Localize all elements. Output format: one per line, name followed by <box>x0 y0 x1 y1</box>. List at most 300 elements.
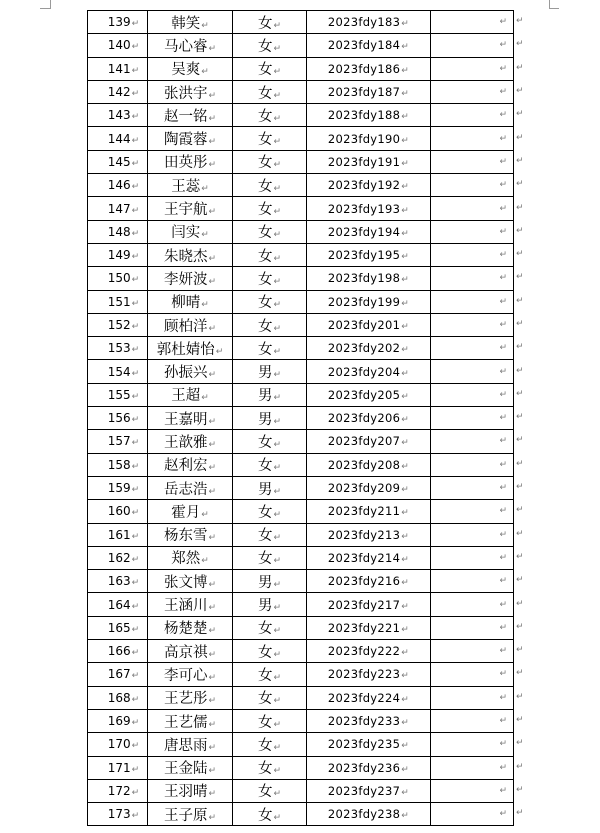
name-text: 杨楚楚 <box>163 621 208 638</box>
id-cell[interactable] <box>307 616 431 639</box>
empty-cell[interactable] <box>431 150 514 173</box>
cell-end-mark: ↵ <box>499 785 507 796</box>
gender-text: 男 <box>257 481 273 498</box>
cell-end-mark: ↵ <box>401 42 410 53</box>
gender-cell[interactable] <box>233 779 307 802</box>
row-number-cell[interactable] <box>88 243 148 266</box>
row-number-text: 149 <box>107 248 131 263</box>
empty-cell[interactable] <box>431 709 514 732</box>
student-table-body <box>88 11 514 826</box>
cell-end-mark: ↵ <box>208 603 217 614</box>
id-cell[interactable] <box>307 523 431 546</box>
empty-cell[interactable] <box>431 57 514 80</box>
name-cell[interactable] <box>148 430 233 453</box>
empty-cell[interactable] <box>431 174 514 197</box>
name-cell[interactable] <box>148 243 233 266</box>
row-number-cell[interactable] <box>88 430 148 453</box>
cell-end-mark: ↵ <box>131 112 140 123</box>
gender-cell[interactable] <box>233 360 307 383</box>
row-number-text: 163 <box>107 574 131 589</box>
cell-end-mark: ↵ <box>215 346 224 357</box>
name-cell[interactable] <box>148 104 233 127</box>
id-cell[interactable] <box>307 803 431 826</box>
id-cell[interactable] <box>307 686 431 709</box>
id-cell[interactable] <box>307 267 431 290</box>
id-cell[interactable] <box>307 243 431 266</box>
row-end-mark: ↵ <box>516 132 524 143</box>
cell-end-mark: ↵ <box>208 439 217 450</box>
empty-cell[interactable] <box>431 313 514 336</box>
cell-end-mark: ↵ <box>201 230 209 241</box>
gender-cell[interactable] <box>233 220 307 243</box>
table-row <box>88 383 514 406</box>
row-end-mark: ↵ <box>516 16 524 27</box>
empty-cell[interactable] <box>431 640 514 663</box>
name-cell[interactable] <box>148 640 233 663</box>
row-number-text: 161 <box>107 527 131 542</box>
cell-end-mark: ↵ <box>208 672 217 683</box>
id-text: 2023fdy237 <box>327 783 401 798</box>
id-cell[interactable] <box>307 104 431 127</box>
cell-end-mark: ↵ <box>131 322 140 332</box>
gender-cell[interactable] <box>233 267 307 290</box>
gender-cell[interactable] <box>233 476 307 499</box>
gender-cell[interactable] <box>233 523 307 546</box>
gender-cell[interactable] <box>233 686 307 709</box>
cell-end-mark: ↵ <box>401 578 410 589</box>
gender-cell[interactable] <box>233 104 307 127</box>
gender-text: 女 <box>257 155 273 172</box>
cell-end-mark: ↵ <box>273 509 282 520</box>
cell-end-mark: ↵ <box>273 649 282 660</box>
row-end-mark: ↵ <box>516 86 524 97</box>
gender-text: 女 <box>257 85 273 102</box>
id-cell[interactable] <box>307 220 431 243</box>
row-number-cell[interactable] <box>88 197 148 220</box>
name-cell[interactable] <box>148 220 233 243</box>
cell-end-mark: ↵ <box>131 298 140 309</box>
gender-text: 男 <box>257 598 273 615</box>
name-cell[interactable] <box>148 11 233 34</box>
gender-cell[interactable] <box>233 290 307 313</box>
row-number-cell[interactable] <box>88 290 148 313</box>
row-number-cell[interactable] <box>88 127 148 150</box>
name-cell[interactable] <box>148 267 233 290</box>
cell-end-mark: ↵ <box>273 672 282 683</box>
cell-end-mark: ↵ <box>273 137 282 148</box>
id-cell[interactable] <box>307 11 431 34</box>
name-cell[interactable] <box>148 337 233 360</box>
name-cell[interactable] <box>148 127 233 150</box>
id-cell[interactable] <box>307 663 431 686</box>
cell-end-mark: ↵ <box>499 669 507 680</box>
empty-cell[interactable] <box>431 453 514 476</box>
row-number-text: 165 <box>107 620 131 635</box>
empty-cell[interactable] <box>431 290 514 313</box>
gender-cell[interactable] <box>233 34 307 57</box>
table-row <box>88 593 514 616</box>
id-cell[interactable] <box>307 476 431 499</box>
row-end-mark: ↵ <box>516 62 524 73</box>
cell-end-mark: ↵ <box>401 112 410 123</box>
table-row <box>88 34 514 57</box>
row-number-cell[interactable] <box>88 383 148 406</box>
row-number-cell[interactable] <box>88 803 148 826</box>
name-cell[interactable] <box>148 779 233 802</box>
gender-text: 女 <box>257 784 273 801</box>
row-number-cell[interactable] <box>88 546 148 569</box>
cell-end-mark: ↵ <box>208 766 217 777</box>
cell-end-mark: ↵ <box>401 554 410 565</box>
id-cell[interactable] <box>307 383 431 406</box>
cell-end-mark: ↵ <box>499 646 507 657</box>
row-number-text: 143 <box>107 108 131 123</box>
gender-cell[interactable] <box>233 640 307 663</box>
name-cell[interactable] <box>148 383 233 406</box>
cell-end-mark: ↵ <box>499 366 507 377</box>
empty-cell[interactable] <box>431 476 514 499</box>
row-number-cell[interactable] <box>88 453 148 476</box>
name-cell[interactable] <box>148 80 233 103</box>
cell-end-mark: ↵ <box>273 230 282 241</box>
name-cell[interactable] <box>148 686 233 709</box>
empty-cell[interactable] <box>431 34 514 57</box>
empty-cell[interactable] <box>431 243 514 266</box>
table-row <box>88 150 514 173</box>
id-cell[interactable] <box>307 453 431 476</box>
name-text: 吴爽 <box>171 62 201 79</box>
cell-end-mark: ↵ <box>131 485 140 496</box>
name-text: 郭杜婧怡 <box>156 341 215 358</box>
id-cell[interactable] <box>307 500 431 523</box>
row-number-cell[interactable] <box>88 80 148 103</box>
row-end-mark: ↵ <box>516 295 524 306</box>
id-cell[interactable] <box>307 197 431 220</box>
name-cell[interactable] <box>148 523 233 546</box>
table-row <box>88 337 514 360</box>
gender-text: 女 <box>257 807 273 824</box>
empty-cell[interactable] <box>431 360 514 383</box>
empty-cell[interactable] <box>431 220 514 243</box>
row-number-text: 156 <box>107 411 131 426</box>
id-text: 2023fdy208 <box>327 457 401 472</box>
empty-cell[interactable] <box>431 733 514 756</box>
cell-end-mark: ↵ <box>273 253 282 264</box>
empty-cell[interactable] <box>431 383 514 406</box>
id-cell[interactable] <box>307 360 431 383</box>
table-row <box>88 803 514 826</box>
table-row <box>88 476 514 499</box>
empty-cell[interactable] <box>431 337 514 360</box>
gender-cell[interactable] <box>233 663 307 686</box>
cell-end-mark: ↵ <box>499 17 507 28</box>
name-cell[interactable] <box>148 756 233 779</box>
row-end-mark: ↵ <box>516 202 524 213</box>
cell-end-mark: ↵ <box>131 135 140 146</box>
empty-cell[interactable] <box>431 570 514 593</box>
id-text: 2023fdy199 <box>327 294 401 309</box>
cell-end-mark: ↵ <box>131 345 140 356</box>
gender-text: 女 <box>257 178 273 195</box>
row-number-text: 166 <box>107 644 131 659</box>
name-cell[interactable] <box>148 570 233 593</box>
id-cell[interactable] <box>307 150 431 173</box>
id-text: 2023fdy184 <box>327 38 401 53</box>
id-cell[interactable] <box>307 127 431 150</box>
row-number-text: 145 <box>107 154 131 169</box>
row-number-text: 158 <box>107 457 131 472</box>
row-number-cell[interactable] <box>88 570 148 593</box>
id-cell[interactable] <box>307 593 431 616</box>
student-table <box>87 10 514 826</box>
id-cell[interactable] <box>307 733 431 756</box>
gender-cell[interactable] <box>233 57 307 80</box>
table-row <box>88 360 514 383</box>
id-cell[interactable] <box>307 407 431 430</box>
name-cell[interactable] <box>148 290 233 313</box>
gender-cell[interactable] <box>233 313 307 336</box>
row-number-cell[interactable] <box>88 593 148 616</box>
gender-cell[interactable] <box>233 733 307 756</box>
row-number-text: 169 <box>107 714 131 729</box>
empty-cell[interactable] <box>431 756 514 779</box>
row-number-cell[interactable] <box>88 34 148 57</box>
name-cell[interactable] <box>148 360 233 383</box>
name-cell[interactable] <box>148 57 233 80</box>
gender-text: 女 <box>257 248 273 265</box>
gender-text: 男 <box>257 411 273 428</box>
gender-cell[interactable] <box>233 407 307 430</box>
empty-cell[interactable] <box>431 616 514 639</box>
id-cell[interactable] <box>307 290 431 313</box>
name-cell[interactable] <box>148 733 233 756</box>
row-number-text: 147 <box>107 201 131 216</box>
id-cell[interactable] <box>307 57 431 80</box>
row-number-cell[interactable] <box>88 663 148 686</box>
id-cell[interactable] <box>307 640 431 663</box>
id-cell[interactable] <box>307 337 431 360</box>
cell-end-mark: ↵ <box>401 158 410 169</box>
empty-cell[interactable] <box>431 127 514 150</box>
name-text: 赵一铭 <box>163 108 208 125</box>
empty-cell[interactable] <box>431 197 514 220</box>
row-number-text: 146 <box>107 178 131 193</box>
name-cell[interactable] <box>148 407 233 430</box>
cell-end-mark: ↵ <box>131 228 140 239</box>
gender-cell[interactable] <box>233 709 307 732</box>
cell-end-mark: ↵ <box>499 389 507 400</box>
gender-cell[interactable] <box>233 174 307 197</box>
gender-cell[interactable] <box>233 127 307 150</box>
name-cell[interactable] <box>148 34 233 57</box>
gender-cell[interactable] <box>233 80 307 103</box>
row-number-cell[interactable] <box>88 267 148 290</box>
gender-cell[interactable] <box>233 803 307 826</box>
row-number-cell[interactable] <box>88 150 148 173</box>
cell-end-mark: ↵ <box>208 90 217 101</box>
row-number-cell[interactable] <box>88 407 148 430</box>
table-row <box>88 267 514 290</box>
row-number-cell[interactable] <box>88 174 148 197</box>
empty-cell[interactable] <box>431 430 514 453</box>
row-number-cell[interactable] <box>88 500 148 523</box>
gender-cell[interactable] <box>233 500 307 523</box>
empty-cell[interactable] <box>431 104 514 127</box>
row-number-cell[interactable] <box>88 523 148 546</box>
name-cell[interactable] <box>148 150 233 173</box>
row-number-text: 152 <box>107 318 131 332</box>
id-cell[interactable] <box>307 779 431 802</box>
empty-cell[interactable] <box>431 11 514 34</box>
cell-end-mark: ↵ <box>273 416 282 427</box>
empty-cell[interactable] <box>431 523 514 546</box>
table-row <box>88 779 514 802</box>
name-cell[interactable] <box>148 546 233 569</box>
id-text: 2023fdy224 <box>327 690 401 705</box>
name-cell[interactable] <box>148 476 233 499</box>
row-number-cell[interactable] <box>88 220 148 243</box>
name-cell[interactable] <box>148 313 233 336</box>
gender-cell[interactable] <box>233 430 307 453</box>
row-number-cell[interactable] <box>88 709 148 732</box>
name-cell[interactable] <box>148 453 233 476</box>
empty-cell[interactable] <box>431 686 514 709</box>
id-cell[interactable] <box>307 34 431 57</box>
cell-end-mark: ↵ <box>273 463 282 474</box>
row-number-cell[interactable] <box>88 57 148 80</box>
id-cell[interactable] <box>307 313 431 336</box>
row-number-cell[interactable] <box>88 337 148 360</box>
row-number-text: 171 <box>107 760 131 775</box>
row-number-cell[interactable] <box>88 756 148 779</box>
cell-end-mark: ↵ <box>273 486 282 497</box>
row-number-text: 155 <box>107 387 131 402</box>
name-text: 唐思雨 <box>163 737 208 754</box>
cell-end-mark: ↵ <box>499 483 507 494</box>
cell-end-mark: ↵ <box>131 275 140 286</box>
row-end-mark: ↵ <box>516 715 524 726</box>
cell-end-mark: ↵ <box>131 671 140 682</box>
table-row <box>88 686 514 709</box>
crop-mark-top-left-v <box>50 0 51 9</box>
empty-cell[interactable] <box>431 593 514 616</box>
name-cell[interactable] <box>148 197 233 220</box>
empty-cell[interactable] <box>431 779 514 802</box>
name-cell[interactable] <box>148 663 233 686</box>
row-number-text: 148 <box>107 224 131 239</box>
cell-end-mark: ↵ <box>131 182 140 193</box>
cell-end-mark: ↵ <box>401 811 410 822</box>
id-text: 2023fdy221 <box>327 620 401 635</box>
gender-cell[interactable] <box>233 546 307 569</box>
empty-cell[interactable] <box>431 803 514 826</box>
empty-cell[interactable] <box>431 546 514 569</box>
row-number-cell[interactable] <box>88 779 148 802</box>
row-number-cell[interactable] <box>88 476 148 499</box>
id-cell[interactable] <box>307 756 431 779</box>
gender-cell[interactable] <box>233 593 307 616</box>
table-row <box>88 127 514 150</box>
row-number-cell[interactable] <box>88 686 148 709</box>
cell-end-mark: ↵ <box>401 648 410 659</box>
id-text: 2023fdy205 <box>327 387 401 402</box>
cell-end-mark: ↵ <box>401 391 410 402</box>
cell-end-mark: ↵ <box>499 622 507 633</box>
cell-end-mark: ↵ <box>401 671 410 682</box>
id-cell[interactable] <box>307 80 431 103</box>
gender-cell[interactable] <box>233 243 307 266</box>
gender-cell[interactable] <box>233 197 307 220</box>
gender-cell[interactable] <box>233 756 307 779</box>
row-end-mark: ↵ <box>516 179 524 190</box>
cell-end-mark: ↵ <box>273 90 282 101</box>
name-cell[interactable] <box>148 616 233 639</box>
row-end-mark: ↵ <box>516 691 524 702</box>
id-text: 2023fdy214 <box>327 550 401 565</box>
name-cell[interactable] <box>148 174 233 197</box>
row-end-mark: ↵ <box>516 784 524 795</box>
gender-text: 女 <box>257 644 273 661</box>
cell-end-mark: ↵ <box>208 43 217 54</box>
name-cell[interactable] <box>148 593 233 616</box>
id-cell[interactable] <box>307 709 431 732</box>
id-text: 2023fdy187 <box>327 85 401 100</box>
name-text: 李妍波 <box>163 271 208 288</box>
row-number-text: 167 <box>107 667 131 682</box>
row-number-cell[interactable] <box>88 360 148 383</box>
row-number-cell[interactable] <box>88 616 148 639</box>
row-number-cell[interactable] <box>88 313 148 336</box>
row-end-mark: ↵ <box>516 109 524 120</box>
empty-cell[interactable] <box>431 500 514 523</box>
empty-cell[interactable] <box>431 80 514 103</box>
gender-cell[interactable] <box>233 453 307 476</box>
id-cell[interactable] <box>307 570 431 593</box>
gender-cell[interactable] <box>233 150 307 173</box>
name-cell[interactable] <box>148 709 233 732</box>
empty-cell[interactable] <box>431 663 514 686</box>
cell-end-mark: ↵ <box>499 762 507 773</box>
gender-cell[interactable] <box>233 383 307 406</box>
gender-text: 女 <box>257 318 273 335</box>
gender-cell[interactable] <box>233 337 307 360</box>
row-number-cell[interactable] <box>88 733 148 756</box>
id-cell[interactable] <box>307 430 431 453</box>
name-text: 张文博 <box>163 574 208 591</box>
row-number-cell[interactable] <box>88 104 148 127</box>
gender-cell[interactable] <box>233 11 307 34</box>
empty-cell[interactable] <box>431 267 514 290</box>
row-number-cell[interactable] <box>88 11 148 34</box>
cell-end-mark: ↵ <box>273 160 282 171</box>
gender-text: 女 <box>257 621 273 638</box>
row-number-text: 168 <box>107 690 131 705</box>
name-cell[interactable] <box>148 803 233 826</box>
id-cell[interactable] <box>307 546 431 569</box>
gender-cell[interactable] <box>233 616 307 639</box>
crop-mark-top-left-h <box>40 8 50 9</box>
id-text: 2023fdy190 <box>327 131 401 146</box>
row-end-mark: ↵ <box>516 528 524 539</box>
empty-cell[interactable] <box>431 407 514 430</box>
row-number-cell[interactable] <box>88 640 148 663</box>
id-cell[interactable] <box>307 174 431 197</box>
cell-end-mark: ↵ <box>499 413 507 424</box>
row-number-text: 142 <box>107 85 131 100</box>
cell-end-mark: ↵ <box>201 183 209 194</box>
gender-cell[interactable] <box>233 570 307 593</box>
name-cell[interactable] <box>148 500 233 523</box>
